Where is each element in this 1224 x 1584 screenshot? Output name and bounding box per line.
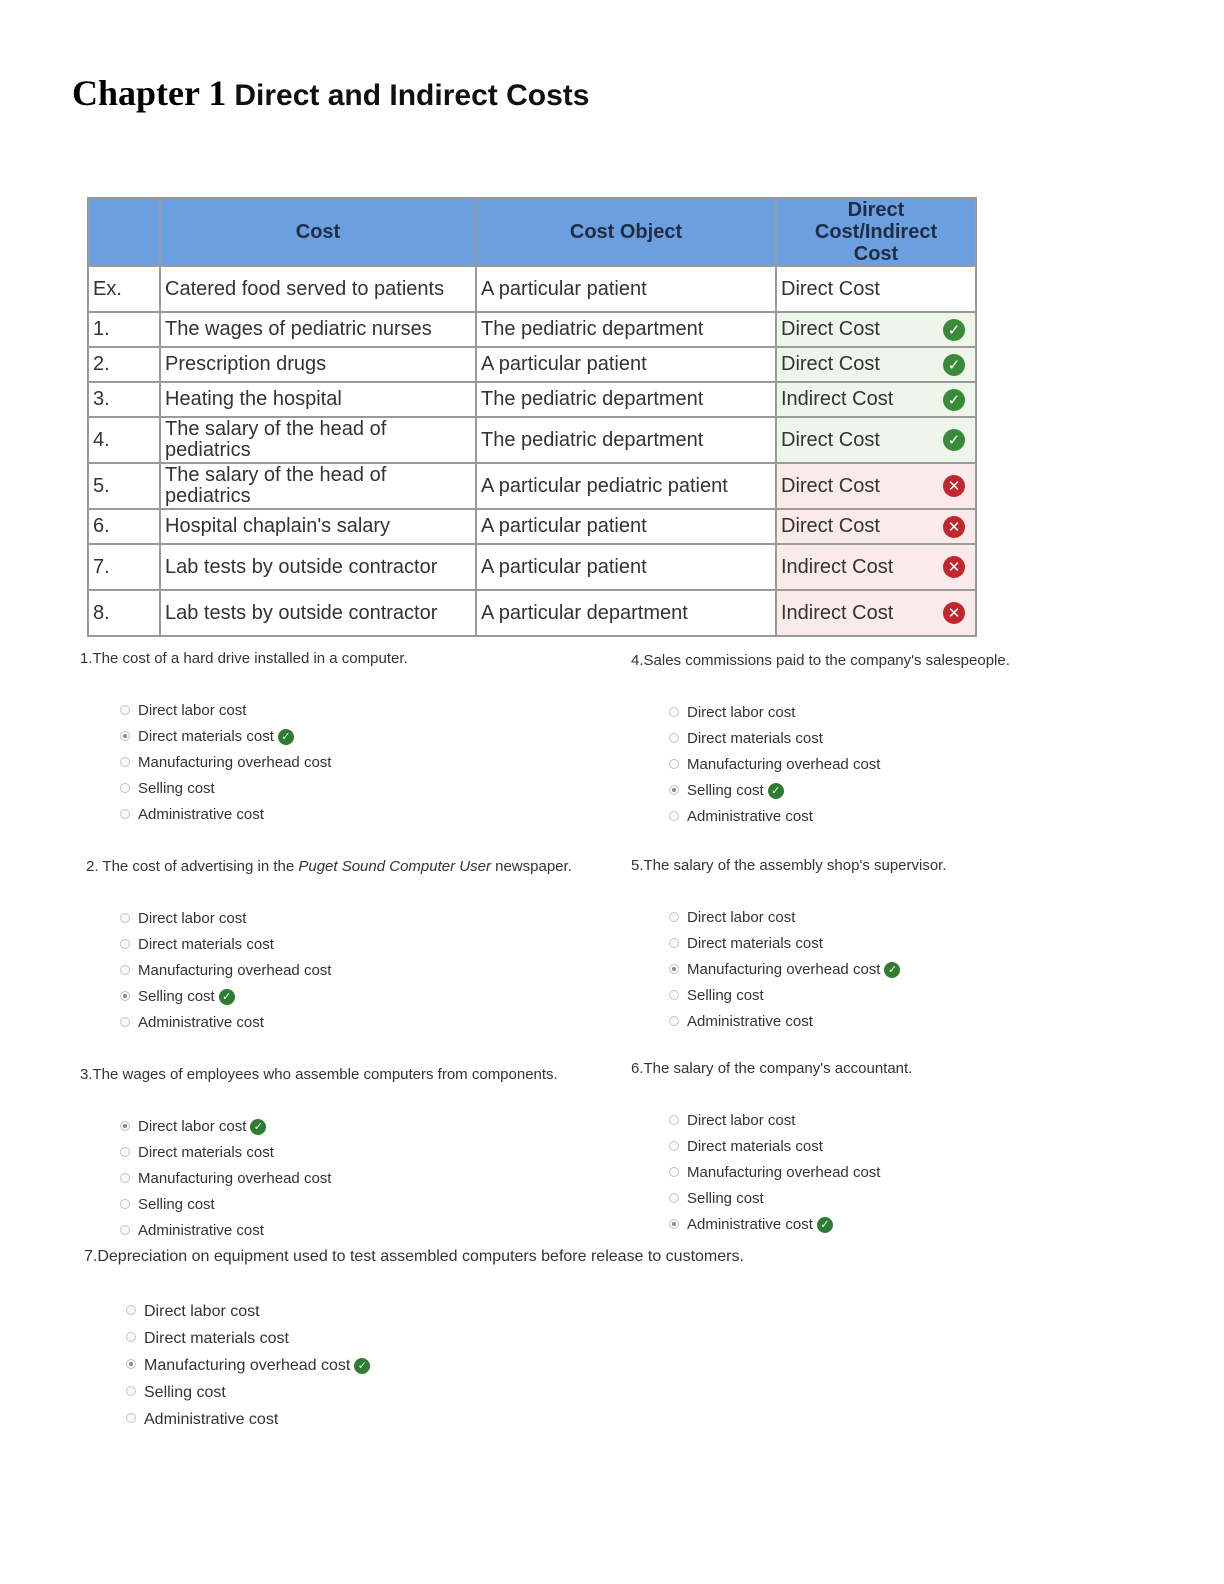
- option-label: Direct labor cost: [138, 910, 247, 927]
- row-result-label: Direct Cost: [781, 277, 880, 300]
- table-row: [88, 266, 976, 312]
- option-label: Direct labor cost: [138, 702, 247, 719]
- row-number: 3.: [88, 382, 160, 417]
- answer-option[interactable]: [126, 1406, 370, 1433]
- chapter-label: Chapter 1: [72, 73, 227, 113]
- table-row: [88, 312, 976, 347]
- question-1-text: 1.The cost of a hard drive installed in a computer.: [80, 650, 408, 667]
- check-circle-icon: ✓: [817, 1217, 833, 1233]
- radio-button[interactable]: [669, 912, 679, 922]
- radio-button[interactable]: [669, 938, 679, 948]
- option-label: Direct labor cost: [687, 1112, 796, 1129]
- option-label: Selling cost: [687, 987, 764, 1004]
- radio-button[interactable]: [120, 1199, 130, 1209]
- radio-button[interactable]: [126, 1359, 136, 1369]
- radio-button[interactable]: [120, 757, 130, 767]
- row-result-label: Direct Cost: [781, 428, 880, 451]
- option-label: Manufacturing overhead cost: [687, 1164, 881, 1181]
- answer-option[interactable]: [120, 776, 331, 802]
- row-result-label: Direct Cost: [781, 474, 880, 497]
- radio-button[interactable]: [669, 1193, 679, 1203]
- row-result: [776, 590, 976, 636]
- option-label: Manufacturing overhead cost: [687, 961, 881, 978]
- table-row: [88, 347, 976, 382]
- option-label: Manufacturing overhead cost: [687, 756, 881, 773]
- question-5-text: 5.The salary of the assembly shop's supervisor.: [631, 857, 947, 874]
- radio-button[interactable]: [120, 783, 130, 793]
- radio-button[interactable]: [669, 990, 679, 1000]
- radio-button[interactable]: [669, 707, 679, 717]
- option-label: Administrative cost: [138, 1222, 264, 1239]
- option-label: Selling cost: [144, 1384, 226, 1401]
- option-label: Direct materials cost: [138, 936, 274, 953]
- row-cost: The salary of the head of pediatrics: [160, 463, 476, 509]
- option-label: Direct labor cost: [144, 1303, 260, 1320]
- row-cost-object: A particular pediatric patient: [476, 463, 776, 509]
- option-label: Manufacturing overhead cost: [144, 1357, 351, 1374]
- radio-button[interactable]: [126, 1413, 136, 1423]
- radio-button[interactable]: [120, 1225, 130, 1235]
- question-3-text: 3.The wages of employees who assemble computers from components.: [80, 1066, 558, 1083]
- answer-option[interactable]: [669, 905, 900, 931]
- option-label: Direct materials cost: [144, 1330, 289, 1347]
- radio-button[interactable]: [669, 811, 679, 821]
- row-number: 8.: [88, 590, 160, 636]
- question-6-options: [669, 1108, 880, 1238]
- answer-option[interactable]: [669, 700, 880, 726]
- radio-button[interactable]: [669, 964, 679, 974]
- question-5-options: [669, 905, 900, 1035]
- radio-button[interactable]: [126, 1305, 136, 1315]
- row-cost-object: A particular patient: [476, 544, 776, 590]
- check-circle-icon: ✓: [250, 1119, 266, 1135]
- check-circle-icon: ✓: [354, 1358, 370, 1374]
- row-result-label: Direct Cost: [781, 318, 880, 340]
- row-number: 1.: [88, 312, 160, 347]
- answer-option[interactable]: [669, 752, 880, 778]
- option-label: Administrative cost: [687, 1216, 813, 1233]
- radio-button[interactable]: [669, 1016, 679, 1026]
- row-cost-object: A particular patient: [476, 509, 776, 544]
- answer-option[interactable]: [669, 1186, 880, 1212]
- answer-option[interactable]: [669, 1212, 880, 1238]
- table-row: [88, 590, 976, 636]
- option-label: Administrative cost: [144, 1411, 279, 1428]
- header-cost: Cost: [160, 198, 476, 266]
- option-label: Manufacturing overhead cost: [138, 1170, 332, 1187]
- answer-option[interactable]: [669, 931, 900, 957]
- answer-option[interactable]: [120, 1218, 331, 1244]
- row-result-label: Direct Cost: [781, 515, 880, 537]
- check-circle-icon: ✓: [768, 783, 784, 799]
- table-row: [88, 463, 976, 509]
- option-label: Direct materials cost: [138, 1144, 274, 1161]
- option-label: Selling cost: [138, 780, 215, 797]
- radio-button[interactable]: [126, 1386, 136, 1396]
- option-label: Manufacturing overhead cost: [138, 962, 332, 979]
- option-label: Selling cost: [138, 1196, 215, 1213]
- x-circle-icon: ✕: [943, 516, 965, 538]
- row-cost: Prescription drugs: [160, 347, 476, 382]
- answer-option[interactable]: [120, 1010, 331, 1036]
- row-cost-object: The pediatric department: [476, 417, 776, 463]
- row-cost-object: The pediatric department: [476, 382, 776, 417]
- radio-button[interactable]: [120, 1173, 130, 1183]
- row-cost: Lab tests by outside contractor: [160, 590, 476, 636]
- check-circle-icon: ✓: [943, 319, 965, 341]
- answer-option[interactable]: [120, 906, 331, 932]
- radio-button[interactable]: [669, 785, 679, 795]
- answer-option[interactable]: [669, 983, 900, 1009]
- radio-button[interactable]: [120, 809, 130, 819]
- option-label: Direct materials cost: [687, 935, 823, 952]
- answer-option[interactable]: [126, 1379, 370, 1406]
- answer-option[interactable]: [120, 932, 331, 958]
- row-result: [776, 463, 976, 509]
- row-cost: Catered food served to patients: [160, 266, 476, 312]
- table-row: [88, 417, 976, 463]
- radio-button[interactable]: [120, 1147, 130, 1157]
- row-result: [776, 417, 976, 463]
- row-result: [776, 266, 976, 312]
- answer-option[interactable]: [120, 1114, 331, 1140]
- table-row: [88, 382, 976, 417]
- row-result-label: Indirect Cost: [781, 601, 894, 624]
- option-label: Administrative cost: [687, 808, 813, 825]
- row-number: 5.: [88, 463, 160, 509]
- answer-option[interactable]: [669, 1108, 880, 1134]
- answer-option[interactable]: [669, 726, 880, 752]
- answer-option[interactable]: [669, 1009, 900, 1035]
- answer-option[interactable]: [120, 802, 331, 828]
- row-cost-object: The pediatric department: [476, 312, 776, 347]
- answer-option[interactable]: [120, 698, 331, 724]
- row-result-label: Indirect Cost: [781, 388, 894, 410]
- option-label: Direct materials cost: [687, 730, 823, 747]
- option-label: Administrative cost: [687, 1013, 813, 1030]
- answer-option[interactable]: [120, 750, 331, 776]
- radio-button[interactable]: [120, 731, 130, 741]
- question-2-options: [120, 906, 331, 1036]
- answer-option[interactable]: [120, 1166, 331, 1192]
- radio-button[interactable]: [669, 733, 679, 743]
- answer-option[interactable]: [669, 804, 880, 830]
- header-cost-object: Cost Object: [476, 198, 776, 266]
- cost-classification-table: [87, 197, 977, 637]
- check-circle-icon: ✓: [278, 729, 294, 745]
- option-label: Direct materials cost: [687, 1138, 823, 1155]
- question-4-text: 4.Sales commissions paid to the company's salespeople.: [631, 652, 1010, 669]
- row-cost-object: A particular department: [476, 590, 776, 636]
- row-cost: Lab tests by outside contractor: [160, 544, 476, 590]
- row-result-label: Direct Cost: [781, 353, 880, 375]
- page-title: [72, 72, 589, 114]
- question-7-options: [126, 1298, 370, 1433]
- check-circle-icon: ✓: [943, 389, 965, 411]
- option-label: Selling cost: [687, 1190, 764, 1207]
- answer-option[interactable]: [126, 1298, 370, 1325]
- question-6-text: 6.The salary of the company's accountant.: [631, 1060, 913, 1077]
- check-circle-icon: ✓: [943, 354, 965, 376]
- row-number: 7.: [88, 544, 160, 590]
- radio-button[interactable]: [120, 965, 130, 975]
- row-cost-object: A particular patient: [476, 266, 776, 312]
- question-1-options: [120, 698, 331, 828]
- radio-button[interactable]: [126, 1332, 136, 1342]
- newspaper-title: Puget Sound Computer User: [298, 858, 491, 875]
- table-row: [88, 544, 976, 590]
- radio-button[interactable]: [669, 1219, 679, 1229]
- answer-option[interactable]: [126, 1325, 370, 1352]
- header-num: [88, 198, 160, 266]
- question-3-options: [120, 1114, 331, 1244]
- answer-option[interactable]: [120, 958, 331, 984]
- option-label: Direct labor cost: [138, 1118, 247, 1135]
- row-cost: The wages of pediatric nurses: [160, 312, 476, 347]
- radio-button[interactable]: [120, 1121, 130, 1131]
- answer-option[interactable]: [669, 1160, 880, 1186]
- row-cost: Hospital chaplain's salary: [160, 509, 476, 544]
- radio-button[interactable]: [120, 991, 130, 1001]
- option-label: Direct labor cost: [687, 909, 796, 926]
- header-direct-indirect: Direct Cost/Indirect Cost: [776, 198, 976, 266]
- answer-option[interactable]: [120, 984, 331, 1010]
- option-label: Administrative cost: [138, 1014, 264, 1031]
- row-result-label: Indirect Cost: [781, 555, 894, 578]
- question-4-options: [669, 700, 880, 830]
- option-label: Manufacturing overhead cost: [138, 754, 332, 771]
- option-label: Direct labor cost: [687, 704, 796, 721]
- answer-option[interactable]: [120, 724, 331, 750]
- row-result: [776, 509, 976, 544]
- row-result: [776, 347, 976, 382]
- option-label: Direct materials cost: [138, 728, 274, 745]
- x-circle-icon: ✕: [943, 602, 965, 624]
- radio-button[interactable]: [669, 1141, 679, 1151]
- option-label: Selling cost: [138, 988, 215, 1005]
- option-label: Administrative cost: [138, 806, 264, 823]
- answer-option[interactable]: [120, 1192, 331, 1218]
- option-label: Selling cost: [687, 782, 764, 799]
- row-result: [776, 312, 976, 347]
- table-row: [88, 509, 976, 544]
- radio-button[interactable]: [120, 939, 130, 949]
- row-result: [776, 382, 976, 417]
- row-number: Ex.: [88, 266, 160, 312]
- row-cost: Heating the hospital: [160, 382, 476, 417]
- row-cost: The salary of the head of pediatrics: [160, 417, 476, 463]
- radio-button[interactable]: [669, 1167, 679, 1177]
- answer-option[interactable]: [669, 778, 880, 804]
- radio-button[interactable]: [669, 759, 679, 769]
- table-header-row: [88, 198, 976, 266]
- row-number: 4.: [88, 417, 160, 463]
- row-number: 2.: [88, 347, 160, 382]
- check-circle-icon: ✓: [943, 429, 965, 451]
- answer-option[interactable]: [126, 1352, 370, 1379]
- row-number: 6.: [88, 509, 160, 544]
- question-7-text: 7.Depreciation on equipment used to test assembled computers before release to customers.: [84, 1248, 744, 1265]
- row-cost-object: A particular patient: [476, 347, 776, 382]
- chapter-subtitle: Direct and Indirect Costs: [234, 79, 590, 112]
- radio-button[interactable]: [120, 913, 130, 923]
- question-2-text: 2. The cost of advertising in the Puget Sound Computer User newspaper.: [86, 858, 572, 875]
- check-circle-icon: ✓: [219, 989, 235, 1005]
- answer-option[interactable]: [669, 957, 900, 983]
- x-circle-icon: ✕: [943, 556, 965, 578]
- answer-option[interactable]: [669, 1134, 880, 1160]
- radio-button[interactable]: [669, 1115, 679, 1125]
- answer-option[interactable]: [120, 1140, 331, 1166]
- radio-button[interactable]: [120, 705, 130, 715]
- x-circle-icon: ✕: [943, 475, 965, 497]
- check-circle-icon: ✓: [884, 962, 900, 978]
- radio-button[interactable]: [120, 1017, 130, 1027]
- row-result: [776, 544, 976, 590]
